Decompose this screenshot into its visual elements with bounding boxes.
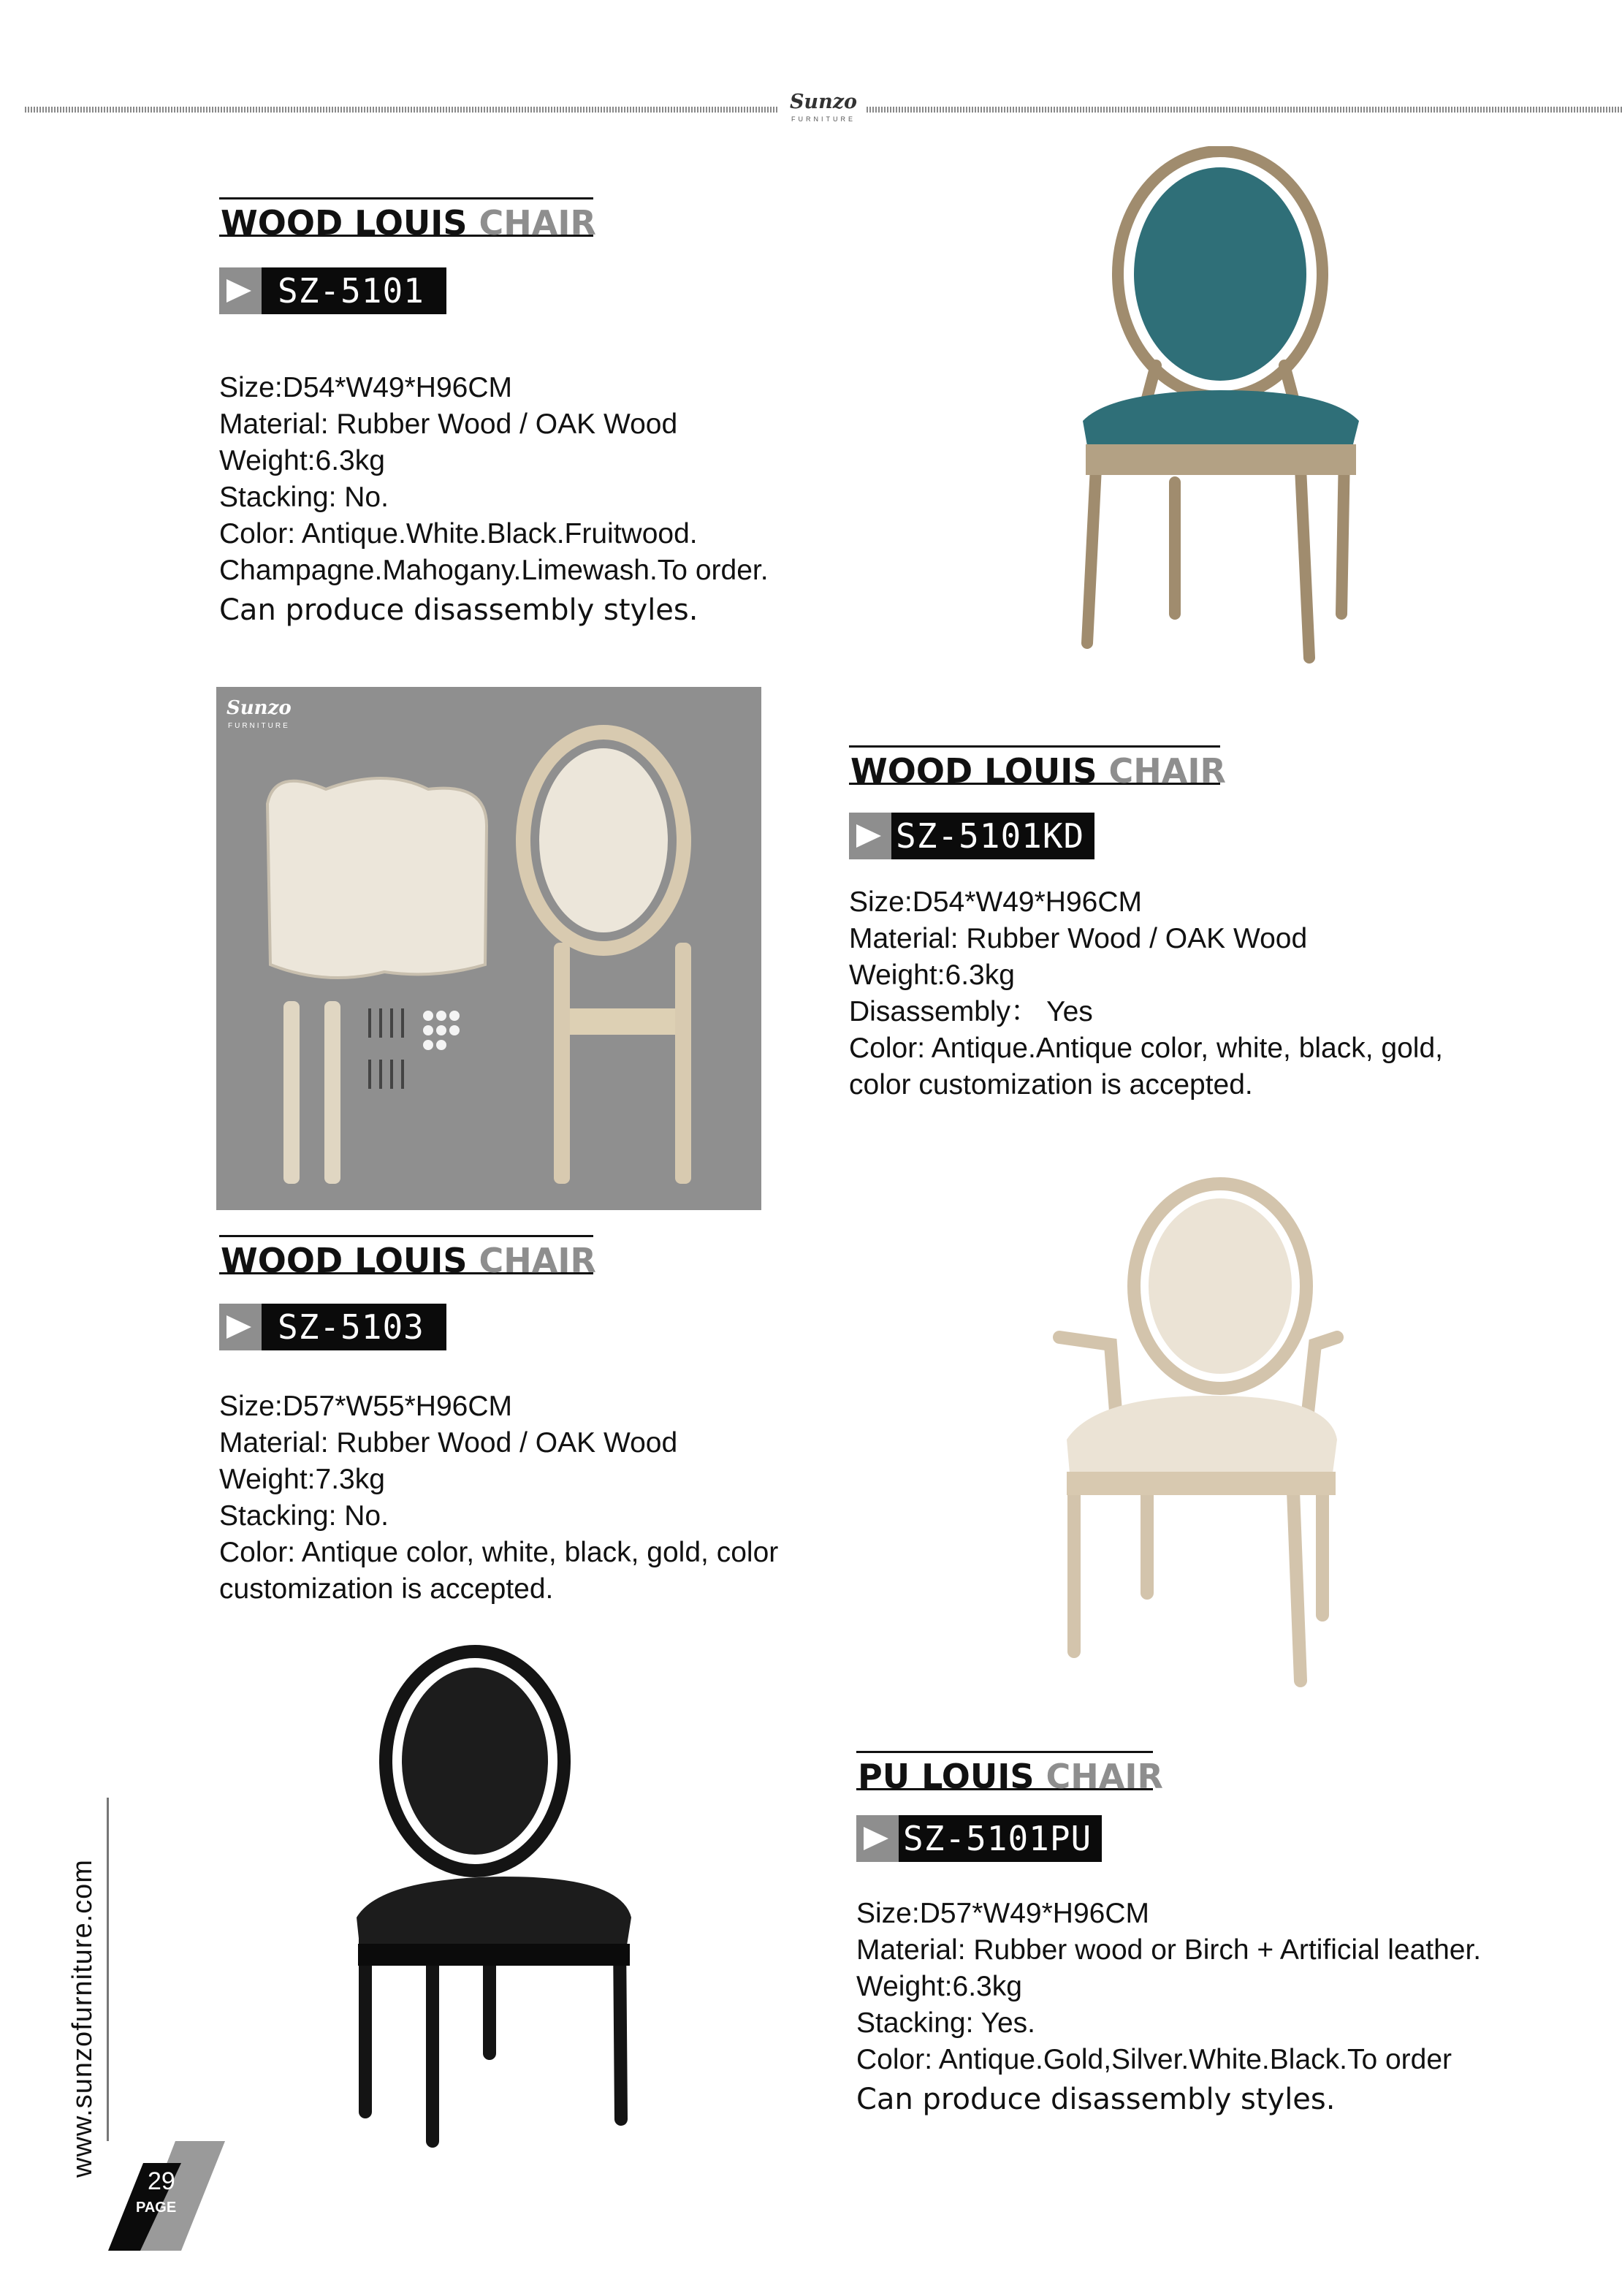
heading-sub: CHAIR bbox=[1108, 751, 1226, 791]
product-code: SZ-5101PU bbox=[899, 1815, 1102, 1862]
heading-sub: CHAIR bbox=[479, 203, 596, 243]
product-specs bbox=[219, 1388, 778, 1608]
heading-sub: CHAIR bbox=[1046, 1757, 1163, 1796]
product-heading bbox=[219, 197, 596, 243]
product-specs bbox=[856, 1896, 1481, 2118]
teal-backrest bbox=[1134, 167, 1306, 381]
product-code: SZ-5103 bbox=[262, 1304, 446, 1350]
spec-line: Stacking: No. bbox=[219, 482, 389, 513]
spec-line: Size:D57*W49*H96CM bbox=[856, 1898, 1149, 1929]
spec-line: Color: Antique.Antique color, white, black, gold, bbox=[849, 1033, 1443, 1064]
spec-line: Color: Antique color, white, black, gold, color bbox=[219, 1537, 779, 1568]
hardware-screws bbox=[370, 1008, 403, 1089]
play-arrow-icon bbox=[219, 1304, 262, 1350]
spec-line: Weight:7.3kg bbox=[219, 1464, 385, 1495]
pu-apron bbox=[358, 1944, 630, 1966]
product-code-tag bbox=[849, 813, 1094, 859]
rear-leg bbox=[675, 943, 691, 1184]
heading-main: WOOD LOUIS bbox=[221, 1241, 468, 1280]
back-rail bbox=[570, 1008, 675, 1035]
play-arrow-icon bbox=[856, 1815, 899, 1862]
spec-line: customization is accepted. bbox=[219, 1573, 554, 1605]
spec-line: color customization is accepted. bbox=[849, 1069, 1253, 1101]
seat-apron bbox=[1086, 444, 1356, 475]
spec-line: Stacking: Yes. bbox=[856, 2007, 1036, 2039]
spec-line: Material: Rubber wood or Birch + Artificial leather. bbox=[856, 1934, 1482, 1966]
pu-seat bbox=[357, 1877, 631, 1951]
spec-line: Color: Antique.Gold,Silver.White.Black.To order bbox=[856, 2044, 1452, 2075]
spec-line: Color: Antique.White.Black.Fruitwood. bbox=[219, 518, 698, 550]
loose-leg bbox=[283, 1001, 300, 1184]
black-pu-chair-image bbox=[336, 1644, 643, 2148]
product-specs bbox=[849, 884, 1443, 1103]
heading-main: PU LOUIS bbox=[858, 1757, 1035, 1796]
loose-leg bbox=[324, 1001, 340, 1184]
side-divider bbox=[107, 1798, 109, 2141]
product-note: Can produce disassembly styles. bbox=[219, 593, 698, 627]
product-note: Can produce disassembly styles. bbox=[856, 2083, 1336, 2116]
product-code-tag bbox=[219, 267, 446, 314]
rear-leg bbox=[554, 943, 570, 1184]
armchair-seat bbox=[1067, 1396, 1337, 1478]
product-heading bbox=[849, 745, 1226, 791]
pu-backrest bbox=[402, 1668, 548, 1855]
header-rule-left bbox=[25, 107, 779, 113]
heading-main: WOOD LOUIS bbox=[850, 751, 1097, 791]
disassembly-photo bbox=[216, 687, 761, 1210]
spec-line: Weight:6.3kg bbox=[849, 959, 1015, 991]
spec-line: Material: Rubber Wood / OAK Wood bbox=[219, 1427, 678, 1459]
spec-line: Material: Rubber Wood / OAK Wood bbox=[219, 408, 678, 440]
header-rule-right bbox=[867, 107, 1622, 113]
photo-logo: Sunzo bbox=[226, 697, 292, 719]
spec-line: Size:D54*W49*H96CM bbox=[219, 372, 512, 403]
product-code: SZ-5101KD bbox=[891, 813, 1094, 859]
spec-line: Disassembly： Yes bbox=[849, 996, 1093, 1027]
page-label: PAGE bbox=[136, 2200, 177, 2216]
product-code: SZ-5101 bbox=[262, 267, 446, 314]
cream-armchair-image bbox=[1045, 1176, 1366, 1688]
teal-chair-image bbox=[1067, 146, 1374, 672]
armchair-apron bbox=[1067, 1472, 1336, 1495]
spec-line: Stacking: No. bbox=[219, 1500, 389, 1532]
spec-line: Weight:6.3kg bbox=[856, 1971, 1022, 2002]
play-arrow-icon bbox=[219, 267, 262, 314]
page-number: 29 bbox=[148, 2167, 175, 2195]
product-heading bbox=[219, 1235, 596, 1280]
spec-line: Material: Rubber Wood / OAK Wood bbox=[849, 923, 1308, 954]
play-arrow-icon bbox=[849, 813, 891, 859]
heading-sub: CHAIR bbox=[479, 1241, 596, 1280]
spec-line: Weight:6.3kg bbox=[219, 445, 385, 476]
photo-logo-sub: FURNITURE bbox=[228, 722, 290, 730]
product-specs bbox=[219, 370, 769, 628]
armchair-backrest bbox=[1149, 1198, 1292, 1374]
back-cushion bbox=[539, 748, 668, 932]
product-code-tag bbox=[856, 1815, 1102, 1862]
brand-logo: Sunzo bbox=[789, 91, 858, 113]
hardware-washers bbox=[423, 1011, 460, 1050]
product-code-tag bbox=[219, 1304, 446, 1350]
seat-cushion bbox=[267, 778, 487, 978]
spec-line: Size:D57*W55*H96CM bbox=[219, 1391, 512, 1422]
teal-seat bbox=[1083, 390, 1359, 451]
brand-logo-sub: FURNITURE bbox=[791, 115, 856, 123]
spec-line: Champagne.Mahogany.Limewash.To order. bbox=[219, 555, 769, 586]
spec-line: Size:D54*W49*H96CM bbox=[849, 886, 1142, 918]
heading-main: WOOD LOUIS bbox=[221, 203, 468, 243]
product-heading bbox=[856, 1751, 1163, 1796]
disassembled-parts-icon bbox=[216, 687, 761, 1210]
website-url[interactable]: www.sunzofurniture.com bbox=[67, 1859, 98, 2178]
